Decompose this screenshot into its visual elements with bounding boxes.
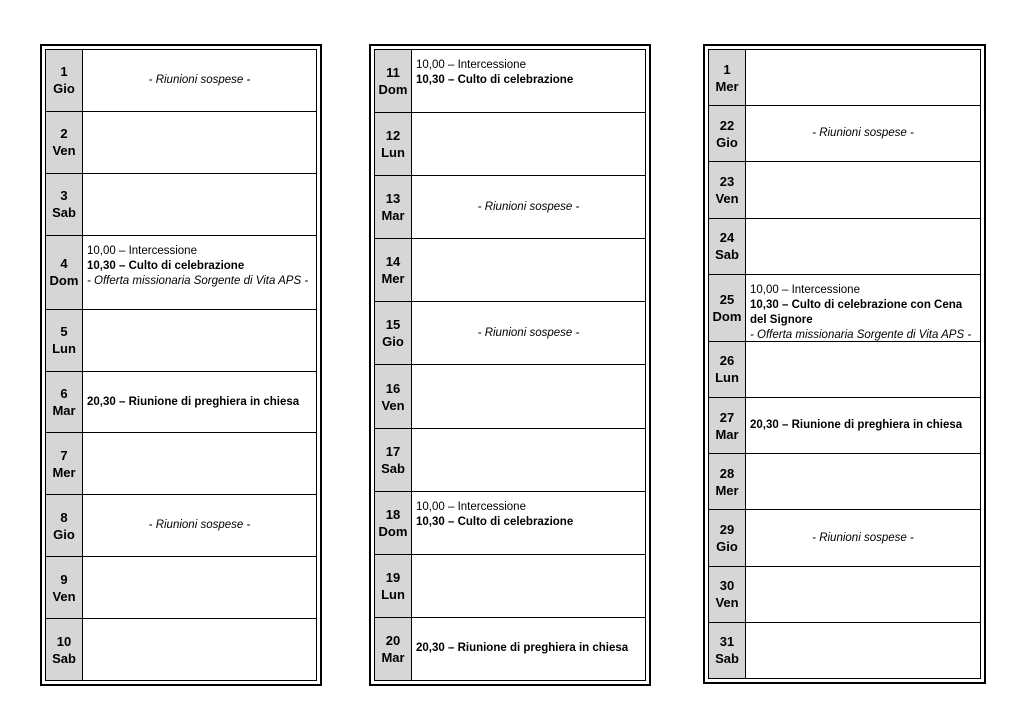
day-of-week: Mar: [381, 208, 405, 224]
day-label: [709, 567, 746, 622]
day-number: 8: [60, 509, 68, 525]
calendar-grid: [374, 49, 646, 681]
day-row: [709, 161, 980, 217]
day-number: 23: [719, 173, 735, 189]
day-number: 12: [385, 128, 401, 144]
calendar-column-2: [369, 44, 651, 686]
day-of-week: Mer: [715, 482, 739, 498]
events-cell: [83, 372, 316, 433]
day-label: [375, 555, 412, 617]
calendar-grid: [45, 49, 317, 681]
day-of-week: Mer: [381, 271, 405, 287]
day-number: 22: [719, 117, 735, 133]
day-of-week: Mer: [52, 464, 76, 480]
day-of-week: Lun: [381, 145, 405, 161]
events-cell: [746, 50, 980, 105]
day-of-week: Sab: [52, 650, 76, 666]
day-label: [46, 174, 83, 235]
intercession-time: 10,00 – Intercessione: [87, 244, 197, 257]
prayer-meeting: 20,30 – Riunione di preghiera in chiesa: [87, 395, 300, 408]
events-cell: [746, 162, 980, 217]
events-cell: [746, 454, 980, 509]
day-row: [375, 175, 645, 238]
day-number: 4: [60, 256, 68, 272]
day-label: [375, 365, 412, 427]
day-number: 31: [719, 634, 735, 650]
day-row: [709, 218, 980, 274]
day-label: [709, 219, 746, 274]
day-label: [46, 619, 83, 680]
events-cell: [746, 342, 980, 397]
day-number: 2: [60, 126, 68, 142]
day-number: 14: [385, 254, 401, 270]
day-of-week: Dom: [49, 273, 79, 289]
events-cell: [412, 113, 645, 175]
day-row: [375, 301, 645, 364]
day-of-week: Sab: [381, 460, 405, 476]
day-of-week: Sab: [715, 247, 739, 263]
day-number: 10: [56, 633, 72, 649]
events-cell: [412, 618, 645, 680]
day-label: [375, 239, 412, 301]
events-cell: [83, 310, 316, 371]
events-cell: [83, 174, 316, 235]
day-row: [46, 432, 316, 494]
suspended-note: - Riunioni sospese -: [812, 127, 914, 140]
day-number: 20: [385, 632, 401, 648]
day-of-week: Mer: [715, 78, 739, 94]
day-row: [46, 235, 316, 309]
day-of-week: Mar: [52, 403, 76, 418]
suspended-note: - Riunioni sospese -: [148, 519, 251, 532]
day-number: 26: [719, 353, 735, 369]
day-row: [46, 50, 316, 111]
day-label: [46, 433, 83, 494]
day-of-week: Ven: [52, 143, 76, 159]
day-row: [46, 371, 316, 433]
day-number: 17: [385, 443, 401, 459]
day-number: 27: [719, 409, 735, 425]
events-cell: [412, 302, 645, 364]
day-number: 29: [719, 522, 735, 537]
day-label: [46, 495, 83, 556]
events-cell: [412, 429, 645, 491]
worship-service: 10,30 – Culto di celebrazione: [416, 515, 574, 528]
day-label: [46, 372, 83, 433]
day-of-week: Sab: [52, 205, 76, 221]
worship-service: 10,30 – Culto di celebrazione: [87, 259, 245, 272]
day-label: [709, 510, 746, 565]
events-cell: [746, 398, 980, 453]
day-label: [709, 162, 746, 217]
events-cell: [746, 510, 980, 565]
day-of-week: Mar: [381, 649, 405, 665]
events-cell: [412, 555, 645, 617]
events-cell: [83, 112, 316, 173]
day-of-week: Gio: [53, 81, 75, 97]
day-of-week: Lun: [715, 370, 739, 386]
day-row: [375, 554, 645, 617]
day-row: [709, 274, 980, 341]
day-label: [46, 557, 83, 618]
day-number: 7: [60, 447, 68, 463]
day-row: [709, 509, 980, 565]
events-cell: [746, 623, 980, 678]
day-label: [375, 429, 412, 491]
day-row: [709, 397, 980, 453]
day-of-week: Gio: [716, 134, 738, 150]
day-row: [375, 238, 645, 301]
day-number: 6: [60, 386, 68, 401]
day-row: [46, 494, 316, 556]
events-cell: [746, 219, 980, 274]
intercession-time: 10,00 – Intercessione: [416, 500, 526, 513]
worship-service: 10,30 – Culto di celebrazione: [416, 74, 574, 86]
day-row: [375, 428, 645, 491]
events-cell: [412, 492, 645, 554]
day-row: [375, 364, 645, 427]
day-row: [709, 622, 980, 678]
day-row: [709, 566, 980, 622]
day-number: 16: [385, 380, 401, 396]
intercession-time: 10,00 – Intercessione: [750, 283, 860, 296]
events-cell: [746, 567, 980, 622]
day-label: [709, 106, 746, 161]
day-label: [46, 112, 83, 173]
day-label: [46, 50, 83, 111]
day-of-week: Dom: [378, 82, 408, 98]
events-cell: [83, 495, 316, 556]
day-of-week: Ven: [715, 595, 739, 611]
day-row: [375, 112, 645, 175]
day-number: 19: [385, 569, 401, 585]
events-cell: [412, 176, 645, 238]
events-cell: [412, 50, 645, 112]
day-number: 5: [60, 324, 68, 340]
day-of-week: Ven: [715, 190, 739, 206]
day-label: [375, 50, 412, 112]
day-row: [375, 50, 645, 112]
day-row: [46, 111, 316, 173]
events-cell: [83, 619, 316, 680]
day-number: 13: [385, 191, 401, 207]
day-label: [375, 176, 412, 238]
day-of-week: Ven: [52, 588, 76, 604]
day-of-week: Dom: [712, 308, 742, 324]
events-cell: [412, 365, 645, 427]
day-label: [375, 492, 412, 554]
day-row: [46, 309, 316, 371]
events-cell: [83, 50, 316, 111]
suspended-note: - Riunioni sospese -: [148, 73, 251, 86]
day-row: [709, 50, 980, 105]
day-of-week: Mar: [715, 426, 739, 442]
day-of-week: Gio: [53, 526, 75, 542]
prayer-meeting: 20,30 – Riunione di preghiera in chiesa: [416, 642, 629, 655]
day-of-week: Sab: [715, 651, 739, 667]
suspended-note: - Riunioni sospese -: [812, 531, 914, 544]
day-label: [46, 236, 83, 309]
day-row: [46, 556, 316, 618]
mission-offering-note: - Offerta missionaria Sorgente di Vita APS -: [750, 328, 972, 341]
day-label: [375, 113, 412, 175]
day-row: [46, 173, 316, 235]
day-row: [709, 453, 980, 509]
calendar-grid: [708, 49, 981, 679]
day-row: [709, 105, 980, 161]
day-row: [709, 341, 980, 397]
day-label: [375, 302, 412, 364]
calendar-column-1: [40, 44, 322, 686]
calendar-column-3: [703, 44, 986, 684]
day-row: [375, 617, 645, 680]
day-number: 25: [719, 291, 735, 307]
events-cell: [746, 275, 980, 341]
day-number: 1: [60, 64, 68, 80]
day-number: 9: [60, 571, 68, 587]
day-label: [375, 618, 412, 680]
day-number: 3: [60, 188, 68, 204]
day-of-week: Ven: [381, 397, 405, 413]
day-number: 18: [385, 506, 401, 522]
day-number: 11: [386, 65, 400, 81]
day-of-week: Lun: [381, 586, 405, 602]
day-of-week: Lun: [52, 341, 76, 357]
day-of-week: Gio: [716, 539, 738, 554]
day-label: [709, 454, 746, 509]
suspended-note: - Riunioni sospese -: [477, 200, 580, 213]
events-cell: [412, 239, 645, 301]
day-row: [46, 618, 316, 680]
day-number: 24: [719, 230, 735, 246]
day-label: [46, 310, 83, 371]
day-label: [709, 50, 746, 105]
events-cell: [83, 236, 316, 309]
day-of-week: Gio: [382, 334, 404, 350]
day-label: [709, 398, 746, 453]
worship-service: 10,30 – Culto di celebrazione con Cena del Signore: [750, 298, 963, 326]
day-label: [709, 623, 746, 678]
prayer-meeting: 20,30 – Riunione di preghiera in chiesa: [750, 419, 963, 432]
day-row: [375, 491, 645, 554]
day-number: 30: [719, 578, 735, 594]
day-label: [709, 342, 746, 397]
events-cell: [83, 433, 316, 494]
suspended-note: - Riunioni sospese -: [477, 326, 580, 339]
day-number: 15: [385, 317, 401, 333]
day-number: 1: [723, 61, 731, 77]
mission-offering-note: - Offerta missionaria Sorgente di Vita APS -: [87, 274, 309, 287]
intercession-time: 10,00 – Intercessione: [416, 59, 526, 71]
day-of-week: Dom: [378, 523, 408, 539]
day-number: 28: [719, 465, 735, 481]
events-cell: [746, 106, 980, 161]
day-label: [709, 275, 746, 341]
events-cell: [83, 557, 316, 618]
